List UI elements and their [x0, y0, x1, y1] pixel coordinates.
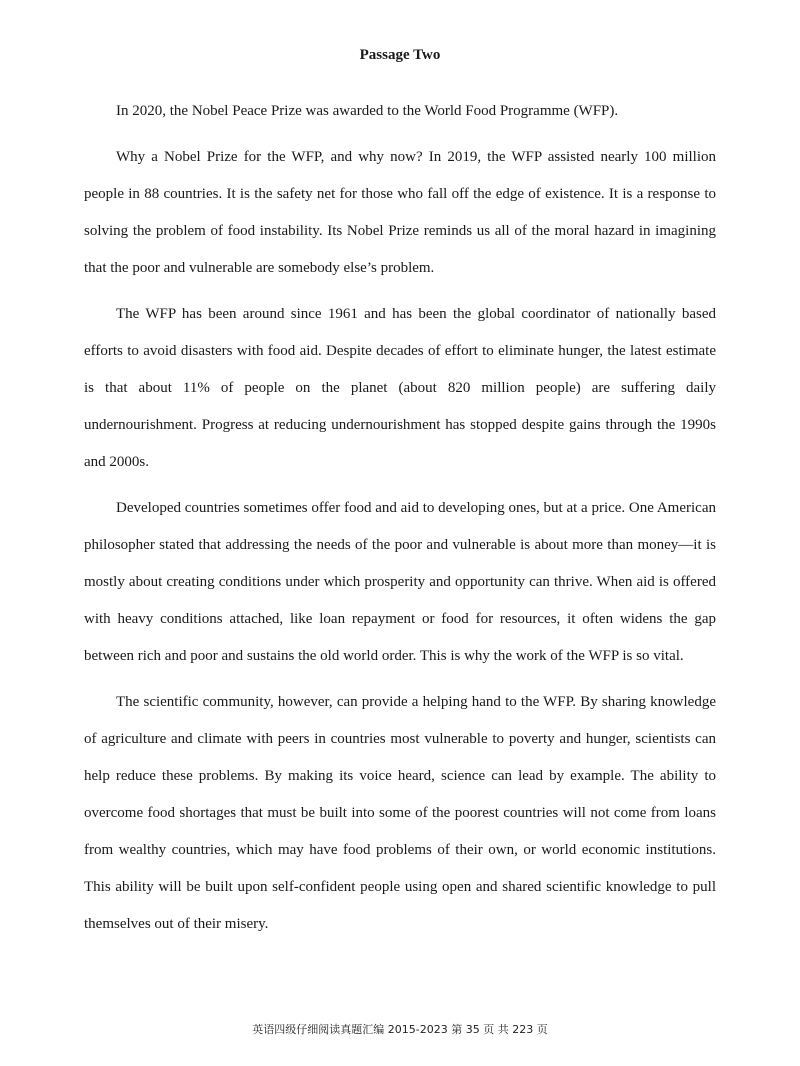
- paragraph-5: The scientific community, however, can provide a helping hand to the WFP. By sharing knowledge of agriculture and climate with peers in countries most vulnerable to poverty and hunger, scientists can help reduce these problems. By making its voice heard, science can lead by example. The ability to overcome food shortages that must be built into some of the poorest countries will not come from loans from wealthy countries, which may have food problems of their own, or world economic institutions. This ability will be built upon self-confident people using open and shared scientific knowledge to pull themselves out of their misery.: [84, 694, 716, 932]
- paragraph-3: The WFP has been around since 1961 and has been the global coordinator of nationally based efforts to avoid disasters with food aid. Despite decades of effort to eliminate hunger, the latest estimate is that about 11% of people on the planet (about 820 million people) are suffering daily undernourishment. Progress at reducing undernourishment has stopped despite gains through the 1990s and 2000s.: [84, 306, 716, 470]
- page-footer: 英语四级仔细阅读真题汇编 2015-2023 第 35 页 共 223 页: [252, 1023, 548, 1036]
- passage-title: Passage Two: [359, 47, 441, 63]
- paragraph-2: Why a Nobel Prize for the WFP, and why now? In 2019, the WFP assisted nearly 100 million people in 88 countries. It is the safety net for those who fall off the edge of existence. It is a response to solving the problem of food instability. Its Nobel Prize reminds us all of the moral hazard in imagining that the poor and vulnerable are somebody else’s problem.: [84, 149, 716, 276]
- paragraph-1: In 2020, the Nobel Peace Prize was awarded to the World Food Programme (WFP).: [116, 103, 619, 119]
- passage-body: [84, 93, 716, 952]
- paragraph-4: Developed countries sometimes offer food and aid to developing ones, but at a price. One American philosopher stated that addressing the needs of the poor and vulnerable is about more than money—it is mostly about creating conditions under which prosperity and opportunity can thrive. When aid is offered with heavy conditions attached, like loan repayment or food for resources, it often widens the gap between rich and poor and sustains the old world order. This is why the work of the WFP is so vital.: [84, 500, 716, 664]
